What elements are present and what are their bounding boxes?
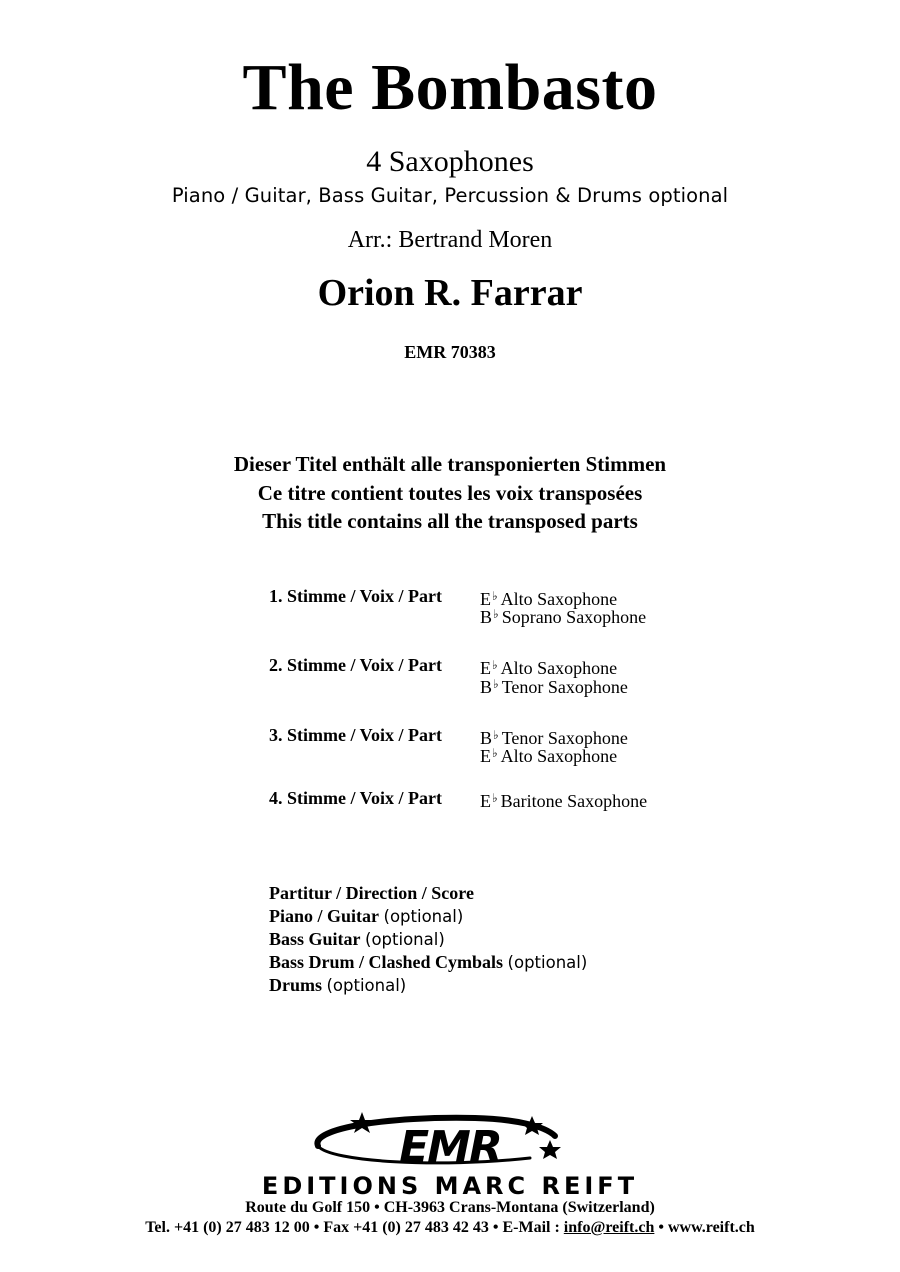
key-letter: B xyxy=(480,677,493,697)
catalog-number: EMR 70383 xyxy=(404,342,496,362)
key-letter: B xyxy=(480,607,493,627)
score-part-line xyxy=(269,974,406,997)
score-part-line xyxy=(269,882,474,905)
flat-symbol: ♭ xyxy=(492,746,498,760)
optional-note: (optional) xyxy=(383,907,464,926)
arranger: Arr.: Bertrand Moren xyxy=(347,227,553,253)
flat-symbol: ♭ xyxy=(493,607,499,621)
ensemble-subtitle: 4 Saxophones xyxy=(366,145,534,178)
contact-phone-fax: Tel. +41 (0) 27 483 12 00 • Fax +41 (0) 27 483 42 43 • E-Mail : xyxy=(145,1219,564,1236)
composer: Orion R. Farrar xyxy=(317,272,583,314)
flat-symbol: ♭ xyxy=(492,589,498,603)
key-letter: E xyxy=(480,589,491,609)
publisher-name: EDITIONS MARC REIFT xyxy=(261,1172,639,1200)
emr-logo xyxy=(300,1106,600,1178)
notice-english: This title contains all the transposed parts xyxy=(262,509,638,533)
publisher-contact xyxy=(0,1218,900,1238)
part-4-label: 4. Stimme / Voix / Part xyxy=(269,788,442,808)
instrument-name: Tenor Saxophone xyxy=(501,728,628,748)
instrument-name: Alto Saxophone xyxy=(500,746,618,766)
key-letter: B xyxy=(480,728,493,748)
logo-text: EMR xyxy=(399,1122,501,1173)
instrument-name: Alto Saxophone xyxy=(500,589,618,609)
publisher-address: Route du Golf 150 • CH-3963 Crans-Montana (Switzerland) xyxy=(245,1199,655,1216)
email-link[interactable]: info@reift.ch xyxy=(563,1219,655,1236)
instrument-name: Tenor Saxophone xyxy=(501,677,628,697)
score-part-name: Bass Guitar xyxy=(269,929,361,949)
optional-note: (optional) xyxy=(507,953,588,972)
optional-instruments: Piano / Guitar, Bass Guitar, Percussion & Drums optional xyxy=(171,184,729,207)
website: • www.reift.ch xyxy=(654,1219,755,1236)
notice-german: Dieser Titel enthält alle transponierten Stimmen xyxy=(233,452,667,476)
part-3-instrument-2 xyxy=(480,744,617,766)
star-icon xyxy=(350,1112,374,1133)
part-4-instrument-1 xyxy=(480,789,647,811)
instrument-name: Soprano Saxophone xyxy=(501,607,647,627)
score-part-line xyxy=(269,928,445,951)
part-2-instrument-2 xyxy=(480,675,628,697)
score-part-name: Drums xyxy=(269,975,322,995)
score-part-name: Partitur / Direction / Score xyxy=(269,883,474,903)
star-icon xyxy=(539,1140,561,1159)
optional-note: (optional) xyxy=(326,976,407,995)
notice-french: Ce titre contient toutes les voix transposées xyxy=(257,481,643,505)
score-part-name: Piano / Guitar xyxy=(269,906,380,926)
score-title: The Bombasto xyxy=(242,51,658,124)
star-icon xyxy=(521,1116,543,1135)
part-1-label: 1. Stimme / Voix / Part xyxy=(269,586,442,606)
flat-symbol: ♭ xyxy=(493,728,499,742)
instrument-name: Baritone Saxophone xyxy=(500,791,648,811)
part-1-instrument-2 xyxy=(480,605,646,627)
key-letter: E xyxy=(480,791,491,811)
flat-symbol: ♭ xyxy=(492,658,498,672)
instrument-name: Alto Saxophone xyxy=(500,658,618,678)
score-part-line xyxy=(269,905,463,928)
optional-note: (optional) xyxy=(365,930,445,949)
key-letter: E xyxy=(480,746,491,766)
part-2-label: 2. Stimme / Voix / Part xyxy=(269,655,442,675)
flat-symbol: ♭ xyxy=(493,677,499,691)
score-part-name: Bass Drum / Clashed Cymbals xyxy=(269,952,504,972)
part-3-label: 3. Stimme / Voix / Part xyxy=(269,725,442,745)
key-letter: E xyxy=(480,658,491,678)
flat-symbol: ♭ xyxy=(492,791,498,805)
score-part-line xyxy=(269,951,587,974)
